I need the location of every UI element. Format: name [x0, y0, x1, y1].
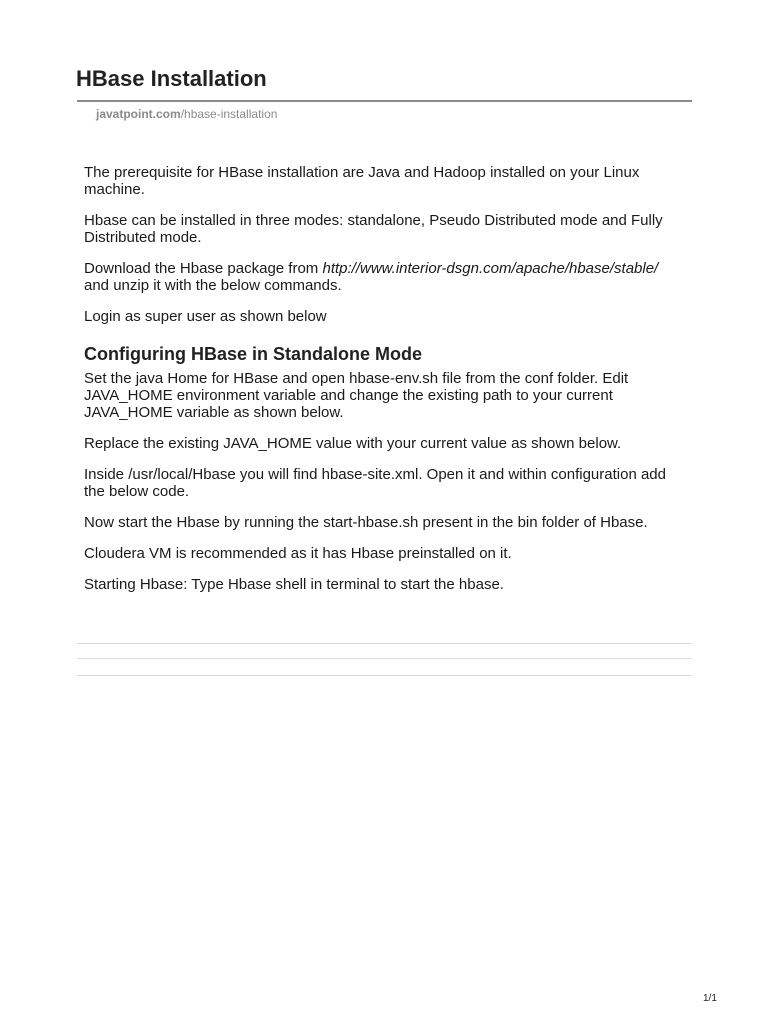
paragraph-java-home: Set the java Home for HBase and open hbase-env.sh file from the conf folder. Edit JAVA_HOME environment variable and change the existing path to your current JAVA_HOME variable as shown below.	[84, 370, 629, 421]
divider-1	[77, 643, 692, 644]
download-text: Download the Hbase package from	[84, 260, 323, 277]
source-path: /hbase-installation	[180, 107, 278, 121]
paragraph-cloudera: Cloudera VM is recommended as it has Hbase preinstalled on it.	[84, 545, 512, 562]
article-body	[84, 164, 690, 607]
paragraph-replace: Replace the existing JAVA_HOME value with your current value as shown below.	[84, 435, 622, 452]
paragraph-shell: Starting Hbase: Type Hbase shell in terminal to start the hbase.	[84, 576, 504, 593]
paragraph-download	[84, 260, 690, 294]
divider-3	[77, 675, 692, 676]
page-counter: 1/1	[703, 993, 717, 1004]
page-title: HBase Installation	[76, 66, 267, 91]
source-url[interactable]	[96, 106, 277, 122]
paragraph-modes: Hbase can be installed in three modes: standalone, Pseudo Distributed mode and Fully Distributed mode.	[84, 212, 663, 246]
download-text-suffix: and unzip it with the below commands.	[84, 277, 342, 294]
paragraph-site-xml: Inside /usr/local/Hbase you will find hbase-site.xml. Open it and within configuration add the below code.	[84, 466, 666, 500]
download-link[interactable]: http://www.interior-dsgn.com/apache/hbase/stable/	[322, 260, 659, 277]
paragraph-prerequisites: The prerequisite for HBase installation are Java and Hadoop installed on your Linux machine.	[84, 164, 640, 198]
section-heading: Configuring HBase in Standalone Mode	[84, 344, 423, 364]
title-divider	[77, 100, 692, 102]
source-domain: javatpoint.com	[96, 107, 181, 121]
paragraph-login: Login as super user as shown below	[84, 308, 327, 325]
paragraph-start: Now start the Hbase by running the start-hbase.sh present in the bin folder of Hbase.	[84, 514, 648, 531]
divider-2	[77, 658, 692, 659]
